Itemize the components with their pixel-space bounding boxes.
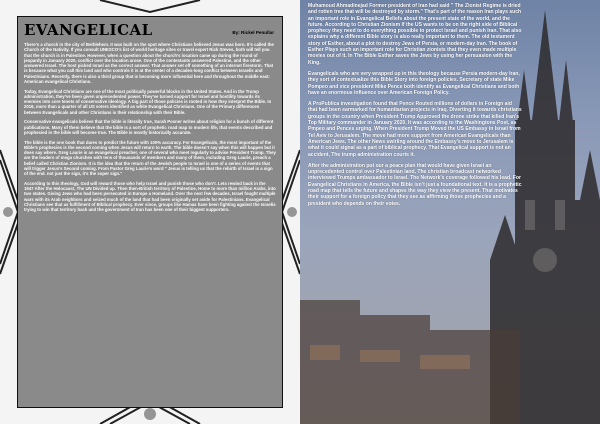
article-card: [17, 16, 283, 408]
right-page: [300, 0, 600, 424]
left-paragraph: Today, Evangelical Christians are one of the most politically powerful blocks in the United States. And in the Trump administration, they’ve been given unprecedented power. They’ve turned support for Israel and hostility towards its enemies into core tenets of conservative ideology. A big part of those policies is rooted in how they interpret the Bible. In 2016, more than a quarter of all US voters identified as white Evangelical Christians. One of the Primary differences between Evangelicals and other Christians is their relationship with their Bible.: [24, 88, 272, 115]
right-paragraph: Evangelicals who are very wrapped up in this theology because Persia modern-day Iran, they sort of contextualize this Bible Story into foreign policies. Secretary of state Mike Pompeo and vice president Mike Pence both identify as Evangelical Christians and both have an enormous influence over American Foreign Policy.: [308, 70, 520, 96]
left-paragraph: There’s a church in the city of Bethlehem. It was built on the spot where Christians believed Jesus was born. It’s called the Church of the Nativity. If you consult UNESCO’s list of world heritage sites or travel expert Rick Steves, both will tell you that the church is in Palestine. However, when a question about the church’s location came up during the round of jeopardy in January 2020, conflict over the location arose. One of the contestants answered Palestine, and the other answered Israel. The host picked Israel as the correct answer. That answer set off something of an internet firestorm. That is because what you call this land and who controls it is at the center of a decades-long conflict between Israelis and Palestinians. Recently, there is also a third group that is becoming more influential here and throughout the middle east: American evangelical Christians.: [24, 42, 274, 84]
right-paragraph: After the administration put our a peace plan that would have given Israel an unprecedented control over Palestinian land, The christian broadcast networked interviewed Trumps ambassador to Israel. The Network’s coverage followed his lead. For Evangelical Christians in America, the Bible isn’t just a foundational text. It is a prophetic road map that tells the future and shapes the way they view the present. That motivates their support for a foreign policy that they see as affirming those prophecies and a president who depends on their votes.: [308, 162, 522, 207]
left-article-body: [24, 42, 276, 212]
article-byline: By: Rickel Penullar: [232, 30, 274, 35]
article-title: EVANGELICAL: [24, 21, 153, 39]
right-paragraph: Muhamoud Ahmadinejad Former president of Iran had said " The Zionist Regime is dried and rotten tree that will be destroyed by storm." That’s part of the reason Iran plays such an important role in Evangelical Beliefs about the present state of the world, and the future. According to Christian Zionism If the US wants to be on the right side of Biblical prophecy they need to do everything possible to protect Israel and punish Iran. That also explains why a different Bible story is also really important to them. The old testament story of Esther, about a plot to destroy Jews of Persia, or modern-day Iran. The book of Esther Plays such an important role for Christian zionists that they even made multiple movies out of it. In The Bible Esther saves the Jews by using her persuasion with the King.: [308, 3, 522, 66]
right-paragraph: A ProPublica investigation found that Pence Routed millions of dollars in Foreign aid that had been earmarked for humanitarian projects in Iraq. Diverting it towards christians groups in the country when President Trump Approved the drone strike that killed Iran’s Top Military commander in January 2020. It was according to the Washingtons Post, as Pmpeo and Pences urging. When President Trump Moved the US Embassy in Israel from Tel Aviv to Jerusalem. The move had more support from American Evangelicals than American Jews. The other News swirling around the Embassy’s move to Jerusalem is what it could signal as a part of biblical prophecy. That Evangelical support is not an accident, The trump administration courts it.: [308, 101, 522, 158]
left-paragraph: Conservative evangelicals believe that the bible is literally true, Sarah Posner writes about religion for a bunch of different publications. Many of them believe that the bible is a sort of prophetic road map to modern life, that events described and prophesied in the bible will become true. The Bible is mostly historically accurate.: [24, 119, 274, 135]
left-paragraph: According to this theology, God will reward those who help Israel and punish those who don’t. Lets rewind back in the 1947 After the Holocaust, The UN Divided up. Then then-British territory of Palestine, Home to more than million Arabs, into two states. Giving Jews who had been persecuted in Europe a Homeland. Over the next few decades, Israel fought multiple wars with its Arab neighbors and seized much of the land that had been originally set aside for Palestinians. Evangelical Christians see that as fulfillment of Biblical prophecy. Ever since, groups like Hamas have been fighting against the Israelis trying to win that territory back and the government of Iran has been one of their biggest supporters.: [24, 180, 276, 212]
left-paragraph: The bible is the one book that dares to predict the future with 100% accuracy. For Evangelicals, the most important of the Bible’s prophecies is the second coming when Jesus will return to earth. The bible doesn’t say when this will happen but it does say where. Greg Laurie is an evangelical preacher, one of several who meet regularly to advise President Trump. They are the leaders of mega churches with tens of thousands of members and many of them, including Greg Laurie, preach a belief called Christian Zionism. It is the idea that the return of the Jewish people to Israel is one of a series of events that will trigger Jesus’s Second coming. From Pastor Greg Laurie’s word " Jesus is telling us that the rebirth of Israel is a sign of the end. not just the sign, it’s the super sign.": [24, 139, 276, 176]
right-article-body: [308, 3, 522, 212]
